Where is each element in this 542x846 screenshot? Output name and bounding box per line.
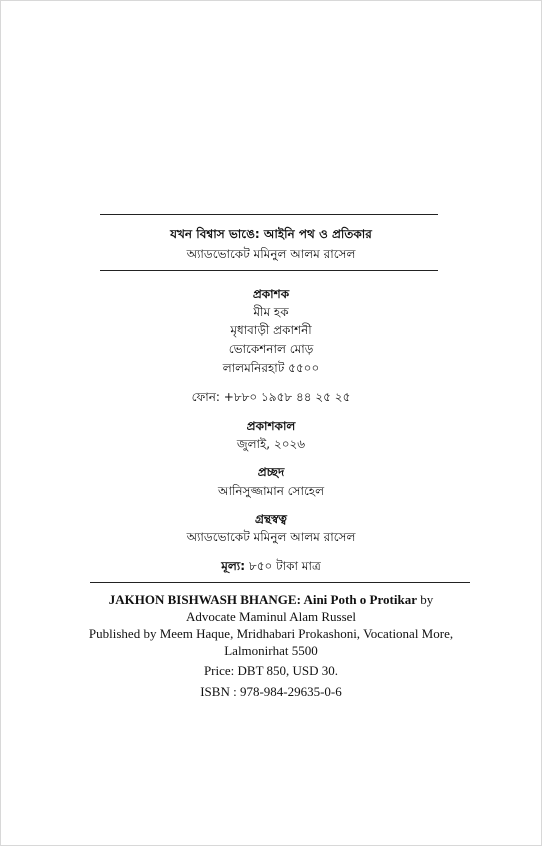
bottom-rule — [90, 582, 470, 583]
publication-date: জুলাই, ২০২৬ — [236, 437, 306, 451]
price-bn-label: মূল্য: — [221, 559, 246, 573]
publisher-place: ভোকেশনাল মোড় — [228, 342, 314, 356]
english-by: by — [416, 592, 434, 607]
english-price: Price: DBT 850, USD 30. — [203, 663, 339, 678]
top-rule — [100, 214, 438, 215]
title-rule — [100, 270, 438, 271]
publisher-house: মৃধাবাড়ী প্রকাশনী — [230, 323, 312, 337]
english-title: JAKHON BISHWASH BHANGE: — [108, 592, 301, 607]
publisher-phone: ফোন: +৮৮০ ১৯৫৮ ৪৪ ২৫ ২৫ — [191, 390, 351, 404]
english-published-line2: Lalmonirhat 5500 — [224, 643, 318, 658]
english-author: Advocate Maminul Alam Russel — [185, 609, 357, 624]
publication-heading: প্রকাশকাল — [246, 419, 296, 433]
book-author-bn: অ্যাডভোকেট মমিনুল আলম রাসেল — [186, 247, 356, 261]
price-bn-value: ৮৫০ টাকা মাত্র — [245, 559, 321, 573]
price-bn — [0, 557, 542, 575]
cover-heading: প্রচ্ছদ — [257, 465, 285, 479]
book-title-bn: যখন বিশ্বাস ভাঙে: আইনি পথ ও প্রতিকার — [170, 227, 372, 241]
publisher-city: লালমনিরহাট ৫৫০০ — [222, 361, 320, 375]
copyright-heading: গ্রন্থস্বত্ব — [255, 512, 287, 526]
english-title-line — [0, 591, 542, 608]
cover-designer: আনিসুজ্জামান সোহেল — [217, 484, 325, 498]
publisher-name: মীম হক — [253, 305, 289, 319]
english-subtitle: Aini Poth o Protikar — [300, 592, 417, 607]
english-isbn: ISBN : 978-984-29635-0-6 — [200, 684, 342, 699]
publisher-heading: প্রকাশক — [252, 287, 290, 301]
copyright-holder: অ্যাডভোকেট মমিনুল আলম রাসেল — [186, 530, 356, 544]
english-published-line1: Published by Meem Haque, Mridhabari Prokashoni, Vocational More, — [88, 626, 454, 641]
